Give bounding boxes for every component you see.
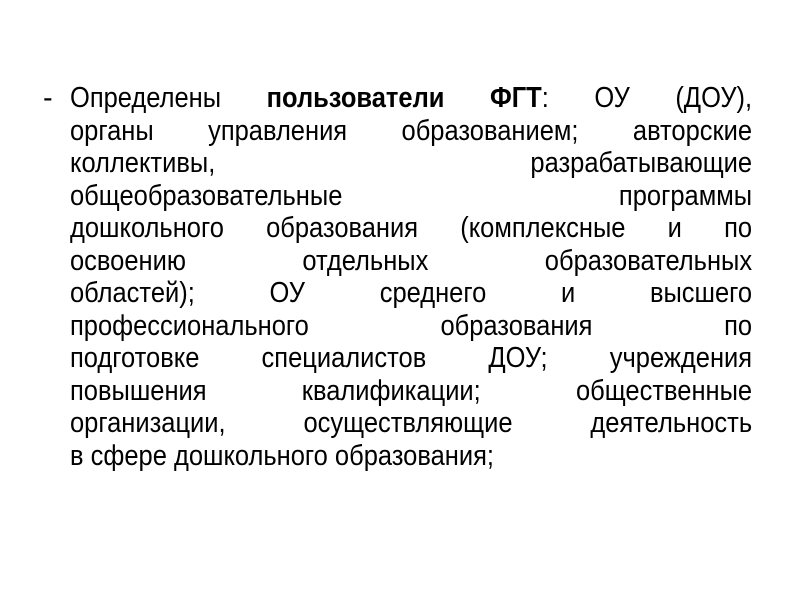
- text-line: подготовке специалистов ДОУ; учреждения: [70, 342, 753, 374]
- text-segment: : ОУ (ДОУ),: [541, 82, 753, 114]
- text-line: организации, осуществляющие деятельность: [70, 407, 753, 439]
- text-line: коллективы, разрабатывающие: [70, 147, 753, 179]
- text-line: в сфере дошкольного образования;: [70, 439, 494, 472]
- text-line: общеобразовательные программы: [70, 179, 753, 212]
- bullet-dash: -: [43, 82, 53, 114]
- bullet-paragraph: [70, 82, 752, 472]
- text-line: [70, 82, 752, 115]
- text-segment: Определены: [70, 82, 222, 114]
- text-line: профессионального образования по: [70, 309, 753, 342]
- text-line: дошкольного образования (комплексные и по: [70, 212, 753, 244]
- text-line: областей); ОУ среднего и высшего: [70, 277, 753, 309]
- text-line: органы управления образованием; авторские: [70, 114, 753, 147]
- text-line: повышения квалификации; общественные: [70, 374, 753, 407]
- text-line: освоению отдельных образовательных: [70, 244, 753, 277]
- bold-text-segment: пользователи ФГТ: [266, 82, 542, 114]
